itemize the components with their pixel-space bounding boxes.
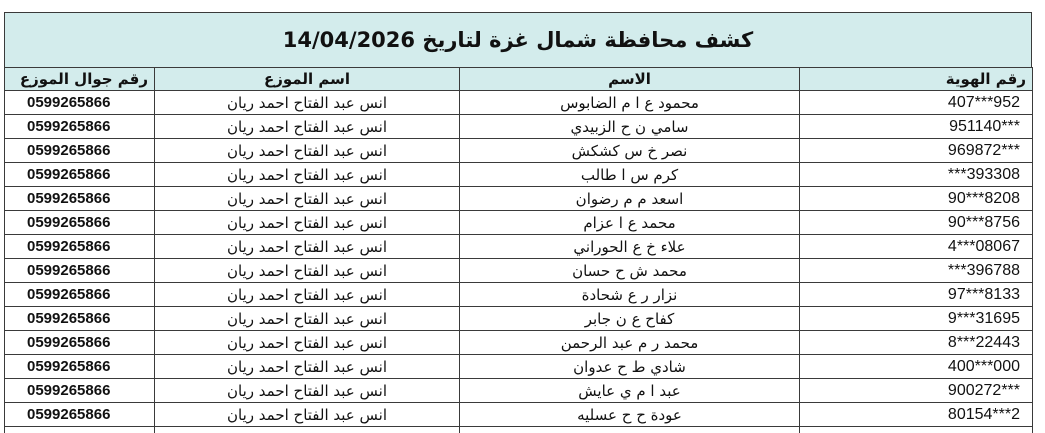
sheet-title: كشف محافظة شمال غزة لتاريخ 14/04/2026 [4,12,1032,67]
table-row [5,115,1033,139]
name-cell: محمد ع ا عزام [460,211,800,235]
phone-cell: 0599265866 [5,211,155,235]
table-row [5,403,1033,427]
header-name: الاسم [460,68,800,91]
phone-cell: 0599265866 [5,259,155,283]
distributor-cell: انس عبد الفتاح احمد ريان [155,307,460,331]
distributor-cell: انس عبد الفتاح احمد ريان [155,211,460,235]
id-value: 900272*** [948,382,1020,399]
phone-cell: 0599265866 [5,115,155,139]
distributor-cell: انس عبد الفتاح احمد ريان [155,91,460,115]
phone-cell: 0599265866 [5,235,155,259]
distributor-cell: انس عبد الفتاح احمد ريان [155,187,460,211]
distributor-cell: انس عبد الفتاح احمد ريان [155,283,460,307]
phone-cell: 0599265866 [5,379,155,403]
table-row [5,379,1033,403]
id-value: 8***22443 [948,334,1020,351]
name-cell: محمود ع ا م الضابوس [460,91,800,115]
header-row [5,68,1033,91]
header-distributor: اسم الموزع [155,68,460,91]
distributor-cell: انس عبد الفتاح احمد ريان [155,379,460,403]
table-row [5,259,1033,283]
recipients-table [4,67,1033,433]
phone-cell: 0599265866 [5,307,155,331]
id-value: 400***000 [948,358,1020,375]
id-value: ***396788 [948,262,1020,279]
id-cell [800,139,1033,163]
id-cell [800,379,1033,403]
phone-cell: 0599265866 [5,331,155,355]
id-cell [800,355,1033,379]
name-cell: نزار ر ع شحادة [460,283,800,307]
id-value: 4***08067 [948,238,1020,255]
name-cell: محمد ش ح حسان [460,259,800,283]
id-value: ***393308 [948,166,1020,183]
header-phone: رقم جوال الموزع [5,68,155,91]
id-cell [800,331,1033,355]
name-cell: عودة ح ح عسليه [460,403,800,427]
id-value: 951140*** [949,118,1020,135]
id-value: 90***8208 [948,190,1020,207]
phone-cell: 0599265866 [5,91,155,115]
id-cell [800,91,1033,115]
id-cell [800,307,1033,331]
table-row [5,307,1033,331]
table-row [5,283,1033,307]
id-value: 9***31695 [948,310,1020,327]
name-cell: نصر خ س كشكش [460,139,800,163]
id-cell [800,163,1033,187]
name-cell: عبد ا م ي عايش [460,379,800,403]
id-cell [800,235,1033,259]
id-value: 969872*** [948,142,1020,159]
name-cell: علاء خ ع الحوراني [460,235,800,259]
id-value: 80154***2 [948,406,1020,423]
header-id: رقم الهوية [800,68,1033,91]
phone-cell: 0599265866 [5,163,155,187]
distribution-sheet [4,12,1032,433]
table-body [5,91,1033,433]
id-value: 407***952 [948,94,1020,111]
name-cell: شادي ط ح عدوان [460,355,800,379]
id-cell [800,283,1033,307]
table-row [5,187,1033,211]
id-cell [800,115,1033,139]
table-row [5,163,1033,187]
id-value: 90***8756 [948,214,1020,231]
distributor-cell: انس عبد الفتاح احمد ريان [155,115,460,139]
phone-cell: 0599265866 [5,283,155,307]
distributor-cell: انس عبد الفتاح احمد ريان [155,355,460,379]
table-row [5,355,1033,379]
distributor-cell: انس عبد الفتاح احمد ريان [155,139,460,163]
id-value: 97***8133 [948,286,1020,303]
table-row [5,139,1033,163]
name-cell: اسعد م م رضوان [460,187,800,211]
table-row [5,331,1033,355]
table-row [5,235,1033,259]
distributor-cell: انس عبد الفتاح احمد ريان [155,163,460,187]
name-cell: محمد ر م عبد الرحمن [460,331,800,355]
id-cell [800,403,1033,427]
name-cell: سامي ن ح الزبيدي [460,115,800,139]
distributor-cell: انس عبد الفتاح احمد ريان [155,403,460,427]
id-cell [800,211,1033,235]
id-cell [800,259,1033,283]
phone-cell: 0599265866 [5,403,155,427]
phone-cell: 0599265866 [5,139,155,163]
distributor-cell: انس عبد الفتاح احمد ريان [155,235,460,259]
table-row [5,211,1033,235]
phone-cell: 0599265866 [5,355,155,379]
distributor-cell: انس عبد الفتاح احمد ريان [155,331,460,355]
table-row [5,91,1033,115]
phone-cell: 0599265866 [5,187,155,211]
name-cell: كفاح ع ن جابر [460,307,800,331]
id-cell [800,187,1033,211]
distributor-cell: انس عبد الفتاح احمد ريان [155,259,460,283]
name-cell: كرم س ا طالب [460,163,800,187]
